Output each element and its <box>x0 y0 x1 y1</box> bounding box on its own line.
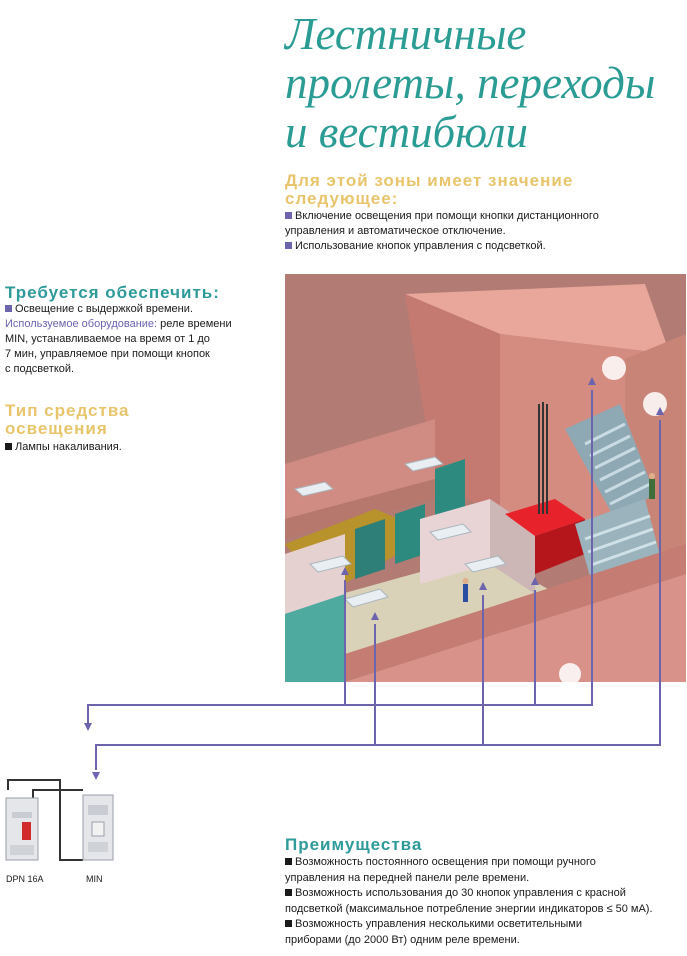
equipment-line-1: Используемое оборудование: реле времени <box>5 318 232 330</box>
advantage-item-3: Возможность управления несколькими осветительными <box>285 917 685 933</box>
min-label: MIN <box>86 874 103 884</box>
page-title <box>285 10 685 157</box>
bullet-icon <box>285 212 292 219</box>
lighting-heading-line2: освещения <box>5 419 108 438</box>
required-item-1: Освещение с выдержкой времени. <box>5 302 275 317</box>
equipment-line-3: 7 мин, управляемое при помощи кнопок <box>5 348 210 360</box>
bullet-icon <box>285 242 292 249</box>
lighting-item-1: Лампы накаливания. <box>5 440 275 455</box>
building-illustration <box>285 274 686 682</box>
zone-item-1-cont: управления и автоматическое отключение. <box>285 225 506 237</box>
dpn-label: DPN 16A <box>6 874 44 884</box>
person-figure <box>463 584 468 602</box>
bullet-icon <box>5 305 12 312</box>
zone-list <box>285 209 685 254</box>
zone-item-2: Использование кнопок управления с подсветкой. <box>285 239 685 254</box>
page-title-line3: и вестибюли <box>285 107 528 157</box>
equipment-line-4: с подсветкой. <box>5 363 75 375</box>
bullet-icon <box>285 858 292 865</box>
teal-door <box>355 519 385 579</box>
required-heading: Требуется обеспечить: <box>5 283 220 302</box>
dpn-breaker-device <box>6 798 38 860</box>
advantage-item-2-cont: подсветкой (максимальное потребление энергии индикаторов ≤ 50 мА). <box>285 902 653 915</box>
advantage-item-3-cont: приборами (до 2000 Вт) одним реле времени. <box>285 933 520 946</box>
equipment-label: Используемое оборудование: <box>5 318 158 330</box>
page-title-line1: Лестничные <box>285 9 527 59</box>
zone-heading-line2: следующее: <box>285 189 399 208</box>
advantage-item-2: Возможность использования до 30 кнопок управления с красной <box>285 886 685 902</box>
building-illustration-svg <box>285 274 686 682</box>
zone-heading <box>285 172 685 208</box>
required-text <box>5 302 275 377</box>
advantage-item-1-cont: управления на передней панели реле времени. <box>285 871 530 884</box>
zone-heading-line1: Для этой зоны имеет значение <box>285 171 574 190</box>
lighting-heading-line1: Тип средства <box>5 401 130 420</box>
advantages-list <box>285 855 685 948</box>
bullet-icon <box>5 443 12 450</box>
min-relay-device <box>83 795 113 860</box>
advantage-item-1: Возможность постоянного освещения при помощи ручного <box>285 855 685 871</box>
bullet-icon <box>285 889 292 896</box>
lighting-heading <box>5 402 275 438</box>
equipment-line-2: MIN, устанавливаемое на время от 1 до <box>5 333 210 345</box>
page-title-line2: пролеты, переходы <box>285 58 656 108</box>
bullet-icon <box>285 920 292 927</box>
zone-item-1: Включение освещения при помощи кнопки дистанционного <box>285 209 685 224</box>
advantages-heading: Преимущества <box>285 835 423 854</box>
